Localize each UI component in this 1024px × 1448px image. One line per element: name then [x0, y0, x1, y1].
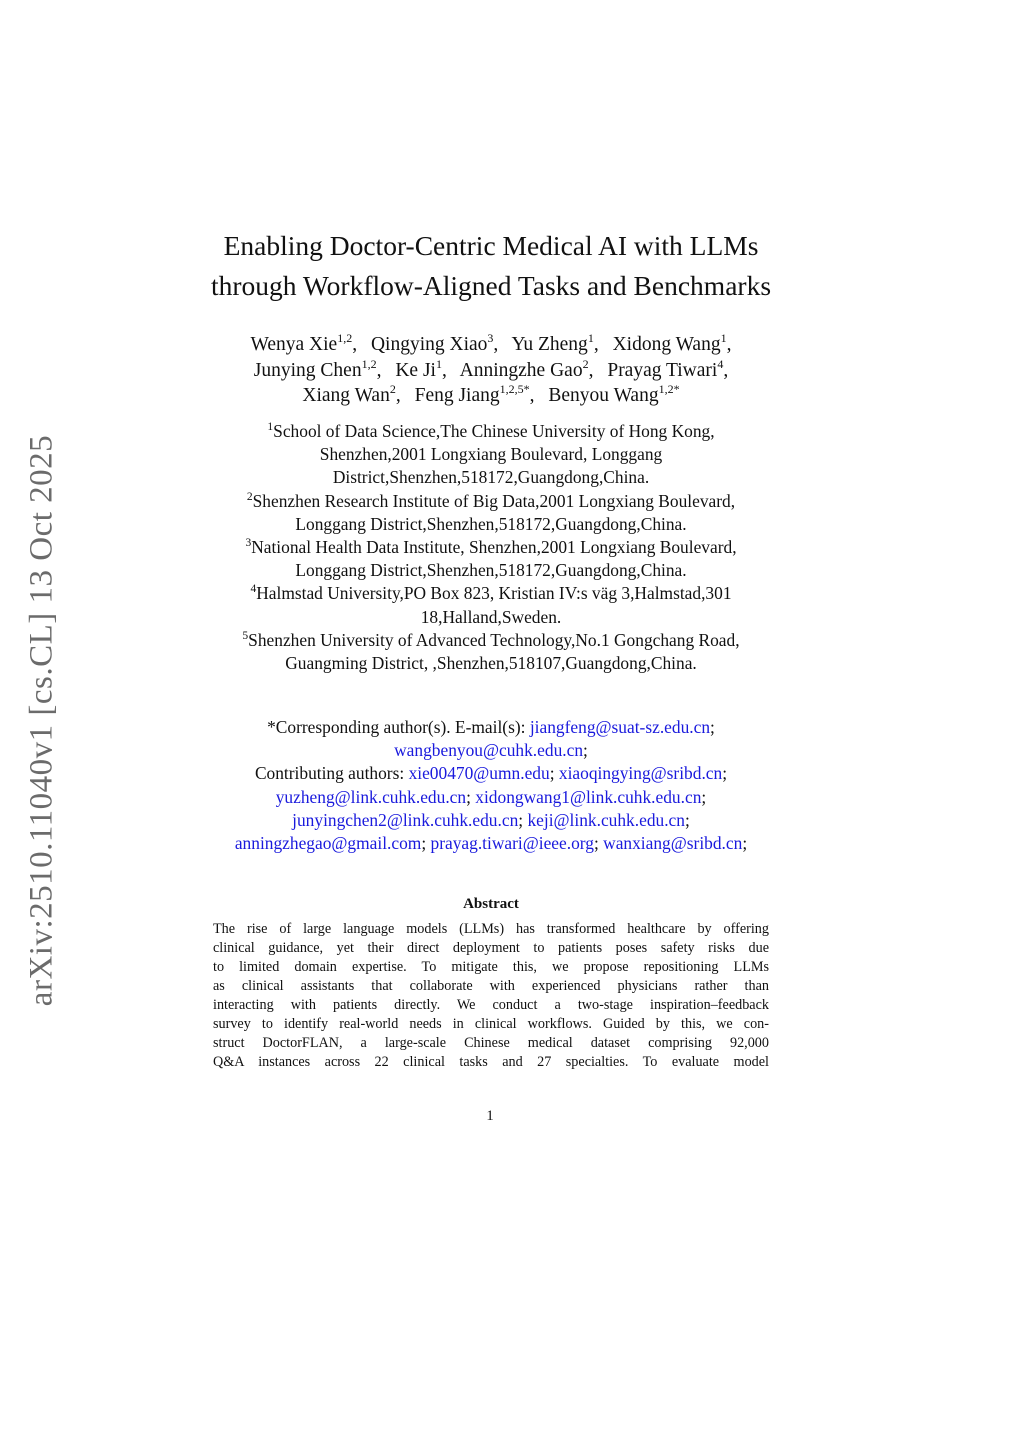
- paper-title-line-2: through Workflow-Aligned Tasks and Benchmarks: [210, 270, 772, 301]
- contact-emails: [150, 716, 832, 855]
- contributing-line-4: anningzhegao@gmail.com; prayag.tiwari@ieee.org; wanxiang@sribd.cn;: [234, 833, 748, 854]
- author-name: Feng Jiang$^{1,2,5*}$,: [414, 382, 535, 406]
- contributing-line-2: yuzheng@link.cuhk.edu.cn; xidongwang1@link.cuhk.edu.cn;: [275, 786, 707, 807]
- abstract-line: struct DoctorFLAN, a large-scale Chinese medical dataset comprising 92,000: [213, 1035, 769, 1051]
- author-line-1: [150, 332, 832, 358]
- affiliation-1: $^1$School of Data Science,The Chinese University of Hong Kong, Shenzhen,2001 Longxiang Boulevard, Longgang District,Shenzhen,518172,Guangdong,China.: [267, 421, 715, 488]
- contributing-line-3: junyingchen2@link.cuhk.edu.cn; keji@link.cuhk.edu.cn;: [292, 809, 690, 830]
- email-link[interactable]: keji@link.cuhk.edu.cn: [527, 809, 685, 830]
- author-name: Qingying Xiao$^3$,: [370, 331, 499, 355]
- affiliation-2: $^2$Shenzhen Research Institute of Big Data,2001 Longxiang Boulevard, Longgang District,Shenzhen,518172,Guangdong,China.: [246, 490, 736, 534]
- abstract-line: survey to identify real-world needs in clinical workflows. Guided by this, we con-: [213, 1016, 769, 1032]
- corresponding-line-1: *Corresponding author(s). E-mail(s): jiangfeng@suat-sz.edu.cn;: [267, 717, 715, 737]
- author-name: Anningzhe Gao$^2$,: [459, 356, 594, 381]
- affiliation-list: [150, 420, 832, 675]
- abstract-line: interacting with patients directly. We conduct a two-stage inspiration–feedback: [213, 997, 769, 1013]
- arxiv-identifier-stamp: arXiv:2510.11040v1 [cs.CL] 13 Oct 2025: [23, 434, 60, 1007]
- author-name: Benyou Wang$^{1,2*}$: [548, 382, 680, 406]
- email-link[interactable]: prayag.tiwari@ieee.org: [430, 833, 594, 854]
- email-link[interactable]: anningzhegao@gmail.com: [234, 833, 422, 854]
- contributing-line-1: Contributing authors: xie00470@umn.edu; xiaoqingying@sribd.cn;: [254, 763, 728, 784]
- paper-title: [150, 226, 832, 306]
- abstract-line: clinical guidance, yet their direct deployment to patients poses safety risks due: [213, 940, 769, 956]
- abstract-body: [213, 920, 769, 1072]
- email-link[interactable]: wanxiang@sribd.cn: [603, 833, 743, 854]
- email-link[interactable]: xiaoqingying@sribd.cn: [558, 763, 723, 784]
- email-link[interactable]: jiangfeng@suat-sz.edu.cn: [529, 717, 711, 737]
- abstract-line: Q&A instances across 22 clinical tasks and 27 specialties. To evaluate model: [213, 1054, 769, 1070]
- email-link[interactable]: xidongwang1@link.cuhk.edu.cn: [475, 786, 702, 807]
- page-number: 1: [486, 1108, 494, 1124]
- author-list: [150, 332, 832, 409]
- abstract-line: as clinical assistants that collaborate with experienced physicians rather than: [213, 978, 769, 994]
- author-name: Wenya Xie$^{1,2}$,: [250, 331, 358, 355]
- author-name: Prayag Tiwari$^4$,: [607, 356, 729, 381]
- author-line-3: [150, 383, 832, 409]
- author-name: Ke Ji$^1$,: [395, 356, 447, 381]
- author-line-2: [150, 358, 832, 384]
- email-link[interactable]: junyingchen2@link.cuhk.edu.cn: [292, 809, 519, 830]
- affiliation-5: $^5$Shenzhen University of Advanced Technology,No.1 Gongchang Road, Guangming District, ,Shenzhen,518107,Guangdong,China.: [242, 629, 740, 674]
- email-link[interactable]: wangbenyou@cuhk.edu.cn: [394, 740, 584, 761]
- author-name: Junying Chen$^{1,2}$,: [253, 356, 382, 381]
- email-link[interactable]: xie00470@umn.edu: [408, 763, 550, 784]
- author-name: Yu Zheng$^1$,: [511, 331, 599, 355]
- abstract-heading: Abstract: [463, 896, 519, 912]
- paper-title-line-1: Enabling Doctor-Centric Medical AI with LLMs: [223, 230, 759, 261]
- affiliation-3: $^3$National Health Data Institute, Shenzhen,2001 Longxiang Boulevard, Longgang District,Shenzhen,518172,Guangdong,China.: [245, 537, 737, 581]
- abstract-line: The rise of large language models (LLMs) has transformed healthcare by offering: [213, 921, 769, 937]
- corresponding-line-2: wangbenyou@cuhk.edu.cn;: [394, 740, 588, 761]
- author-name: Xiang Wan$^2$,: [302, 382, 401, 406]
- abstract-line: to limited domain expertise. To mitigate this, we propose repositioning LLMs: [213, 959, 769, 975]
- author-name: Xidong Wang$^1$,: [612, 331, 732, 355]
- contributing-label: Contributing authors:: [254, 763, 405, 784]
- corresponding-label: *Corresponding author(s). E-mail(s):: [267, 717, 526, 737]
- email-link[interactable]: yuzheng@link.cuhk.edu.cn: [275, 786, 467, 807]
- affiliation-4: $^4$Halmstad University,PO Box 823, Kristian IV:s väg 3,Halmstad,301 18,Halland,Sweden.: [250, 583, 732, 627]
